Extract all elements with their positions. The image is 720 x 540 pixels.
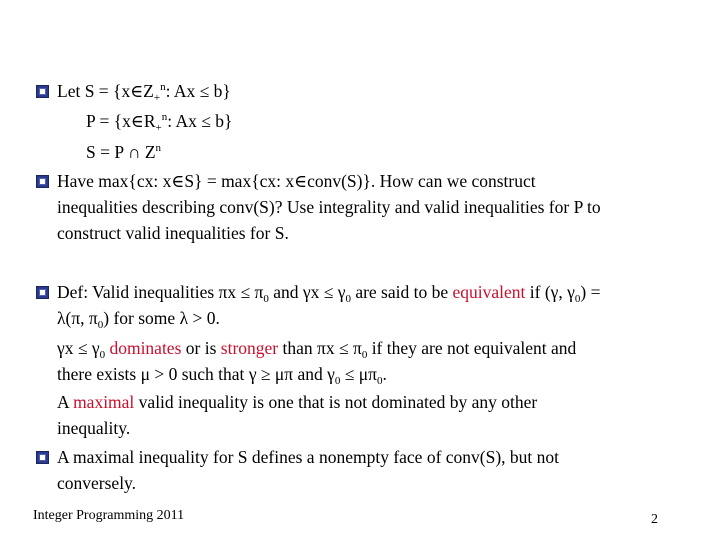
term-maximal: maximal <box>73 392 135 412</box>
bullet-2-line-3: construct valid inequalities for S. <box>57 223 289 243</box>
bullet-square-icon <box>36 451 49 464</box>
bullet-square-icon <box>36 286 49 299</box>
bullet-3-line-5: A maximal valid inequality is one that is not dominated by any other <box>57 392 538 412</box>
bullet-square-icon <box>36 175 49 188</box>
bullet-2-line-1: Have max{cx: x∈S} = max{cx: x∈conv(S)}. How can we construct <box>57 171 536 191</box>
bullet-square-icon <box>36 85 49 98</box>
bullet-3-line-2: λ(π, $\pi_0$) for some λ > 0. <box>57 308 220 331</box>
bullet-3-line-6: inequality. <box>57 418 131 438</box>
bullet-1-line-1: Let $S = \{x\in Z_+^n$: Ax ≤ b} <box>57 81 231 104</box>
page-number: 2 <box>651 512 658 527</box>
bullet-2-line-2: inequalities describing conv(S)? Use integrality and valid inequalities for P to <box>57 197 601 217</box>
footer-course-title: Integer Programming 2011 <box>33 508 185 523</box>
bullet-1-line-3: S = P ∩ $Z^n$ <box>86 142 162 162</box>
term-stronger: stronger <box>220 338 279 358</box>
bullet-1-line-2: $P = \{x\in R_+^n$: Ax ≤ b} <box>86 111 233 134</box>
term-equivalent: equivalent <box>452 282 526 302</box>
bullet-4-line-2: conversely. <box>57 473 137 493</box>
bullet-3-line-4: there exists μ > 0 such that γ ≥ μπ and $\gamma_0 \le \mu\pi_0$. <box>57 364 387 387</box>
bullet-3-line-3: $\gamma x \le \gamma_0$ dominates or is stronger than $\pi x \le \pi_0$ if they are not equivalent and <box>57 338 577 361</box>
bullet-3-line-1: Def: Valid inequalities $\pi x \le \pi_0$ and $\gamma x \le \gamma_0$ are said to be equivalent if (γ, $\gamma_0$) = <box>57 282 601 305</box>
term-dominates: dominates <box>109 338 182 358</box>
bullet-4-line-1: A maximal inequality for S defines a nonempty face of conv(S), but not <box>57 447 560 467</box>
